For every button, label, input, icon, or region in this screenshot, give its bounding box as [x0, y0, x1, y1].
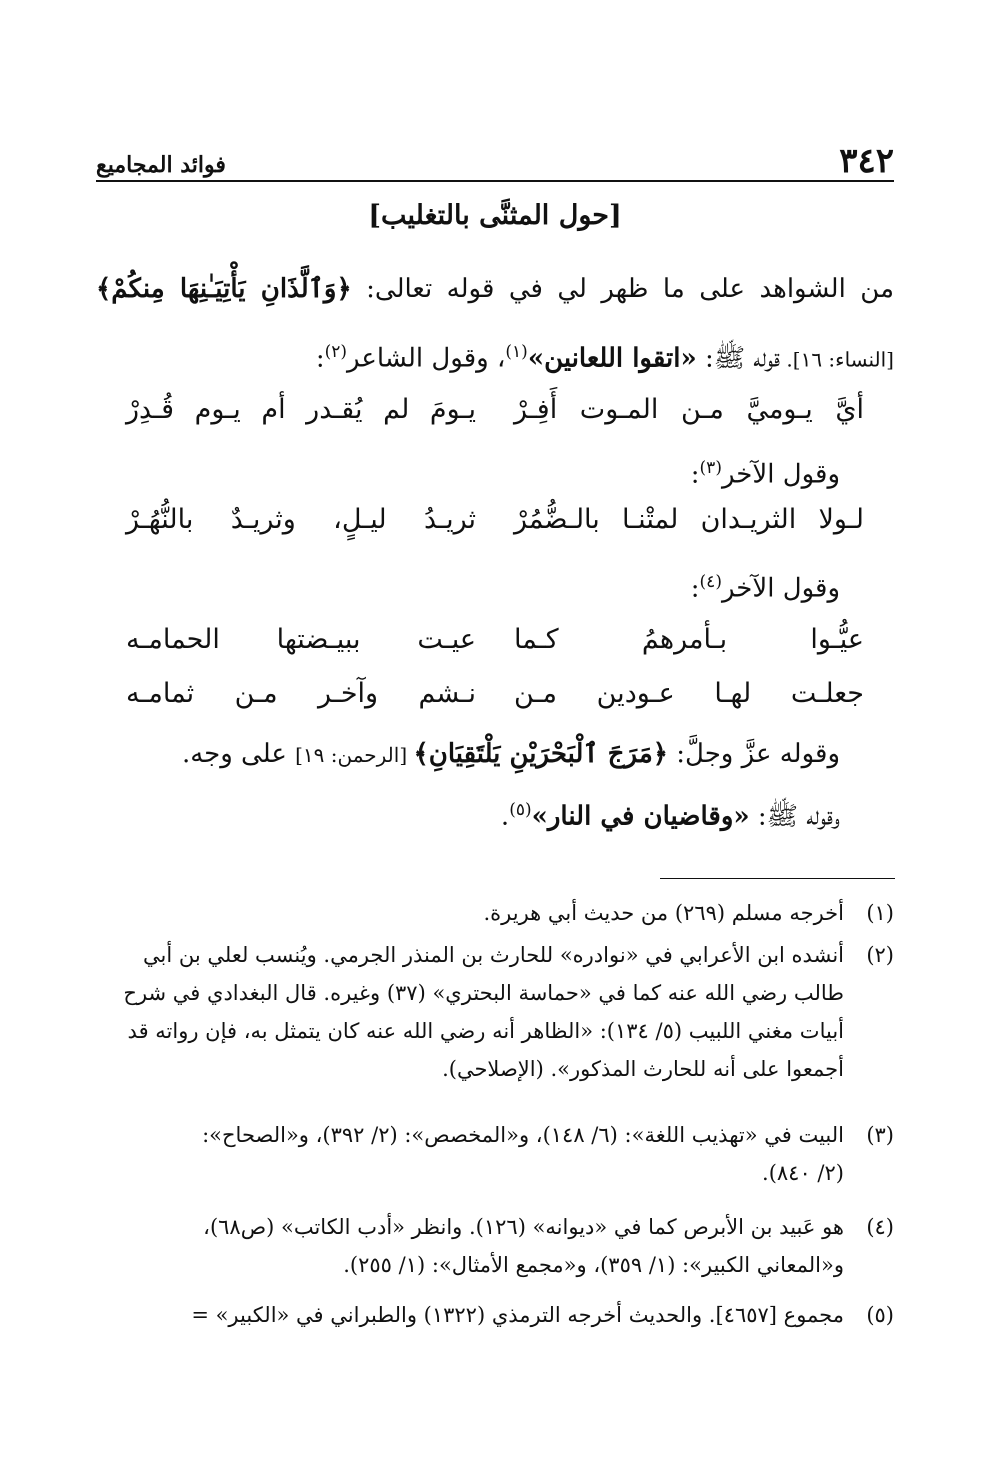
page-number: ٣٤٢ — [839, 141, 894, 181]
hadith-quote: «وقاضيان في النار» — [531, 801, 750, 832]
verse-hemistich: ثريـدُ ليـلٍ، وثريـدٌ بالنُّهُـرْ — [126, 504, 476, 535]
footnote-line: و«المعاني الكبير»: (١/ ٣٥٩)، و«مجمع الأمثال»: (١/ ٢٥٥). — [343, 1253, 844, 1277]
verse-hemistich: نـشم وآخـر مـن ثمامـه — [126, 678, 476, 709]
footnote — [96, 1296, 894, 1334]
paragraph-end: ، وقول الشاعر — [347, 343, 506, 374]
verse-intro-text: وقول الآخر — [721, 459, 840, 490]
verse-intro-colon: : — [690, 573, 700, 604]
footnote — [96, 894, 894, 932]
poetry-verse — [96, 384, 894, 436]
footnote-line: هو عَبيد بن الأبرص كما في «ديوانه» (١٢٦). وانظر «أدب الكاتب» (ص٦٨)، — [203, 1215, 844, 1239]
page-header — [96, 140, 894, 182]
footnote-line: أنشده ابن الأعرابي في «نوادره» للحارث بن المنذر الجرمي. ويُنسب لعلي بن أبي — [143, 943, 844, 967]
footnote-line: طالب رضي الله عنه كما في «حماسة البحتري» (٣٧) وغيره. قال البغدادي في شرح — [123, 981, 844, 1005]
verse-hemistich: عيُّـوا بـأمرهمُ كـما — [514, 624, 864, 655]
footnote-number: (١) — [866, 901, 894, 925]
body-paragraph — [96, 258, 894, 391]
footnote-number: (٤) — [866, 1215, 894, 1239]
quran-line-pre: وقوله عزَّ وجلَّ: — [667, 739, 840, 769]
hadith-line — [96, 784, 840, 843]
quran-reference: [النساء: ١٦]. — [780, 347, 894, 372]
footnote — [96, 936, 894, 1088]
poetry-verse — [96, 668, 894, 720]
verse-intro-colon: : — [690, 459, 700, 490]
footnote-number: (٣) — [866, 1123, 894, 1147]
footnote — [96, 1208, 894, 1284]
footnote-number: (٢) — [866, 943, 894, 967]
footnote-marker: (٣) — [699, 458, 722, 478]
footnote-line: أجمعوا على أنه للحارث المذكور». (الإصلاحي). — [442, 1057, 844, 1081]
quran-line — [96, 728, 840, 781]
footnote-marker: (٤) — [699, 572, 722, 592]
quran-quote: ﴿وَٱلَّذَانِ يَأْتِيَـٰنِهَا مِنكُمْ﴾ — [96, 274, 352, 304]
verse-intro — [96, 442, 840, 501]
verse-hemistich: عيـت ببيـضتها الحمامـه — [126, 624, 476, 655]
paragraph-mid: قوله ﷺ: — [696, 343, 781, 374]
verse-hemistich: أيَّ يـوميَّ مـن المـوت أَفِـرْ — [514, 394, 864, 425]
verse-intro-text: وقول الآخر — [721, 573, 840, 604]
quran-reference: [الرحمن: ١٩] — [295, 743, 414, 767]
footnote-line: مجموع [٤٦٥٧]. والحديث أخرجه الترمذي (١٣٢٢) والطبراني في «الكبير» = — [191, 1303, 844, 1327]
footnote-line: أبيات مغني اللبيب (٥/ ١٣٤): «الظاهر أنه رضي الله عنه كان يتمثل به، فإن رواته قد — [127, 1019, 844, 1043]
verse-hemistich: لـولا الثريـدان لمتْنـا بالـضُّمُرْ — [514, 504, 864, 535]
verse-intro — [96, 556, 840, 615]
verse-hemistich: يـومَ لم يُقـدر أم يـوم قُـدِرْ — [126, 394, 476, 425]
footnote-separator — [660, 878, 895, 879]
footnote-marker: (٥) — [509, 800, 532, 820]
footnote-line: أخرجه مسلم (٢٦٩) من حديث أبي هريرة. — [483, 901, 844, 925]
quran-quote: ﴿مَرَجَ ٱلْبَحْرَيْنِ يَلْتَقِيَانِ﴾ — [413, 739, 668, 769]
footnote-line: (٢/ ٨٤٠). — [762, 1161, 844, 1185]
footnote-marker: (٢) — [324, 342, 348, 362]
hadith-line-pre: وقوله ﷺ: — [749, 801, 840, 832]
verse-hemistich: جعلـت لهـا عـودين مـن — [514, 678, 864, 709]
hadith-quote: «اتقوا اللعانين» — [527, 343, 697, 374]
poetry-verse — [96, 494, 894, 546]
footnote — [96, 1116, 894, 1192]
poetry-verse — [96, 614, 894, 666]
running-title: فوائد المجاميع — [96, 152, 226, 178]
paragraph-intro: من الشواهد على ما ظهر لي في قوله تعالى: — [351, 274, 894, 304]
footnote-marker: (١) — [505, 342, 528, 362]
footnote-line: البيت في «تهذيب اللغة»: (٦/ ١٤٨)، و«المخصص»: (٢/ ٣٩٢)، و«الصحاح»: — [202, 1123, 844, 1147]
hadith-line-post: . — [500, 801, 510, 832]
footnote-number: (٥) — [866, 1303, 894, 1327]
quran-line-post: على وجه. — [181, 739, 296, 769]
section-title: [حول المثنَّى بالتغليب] — [368, 200, 622, 231]
paragraph-colon: : — [315, 343, 325, 374]
